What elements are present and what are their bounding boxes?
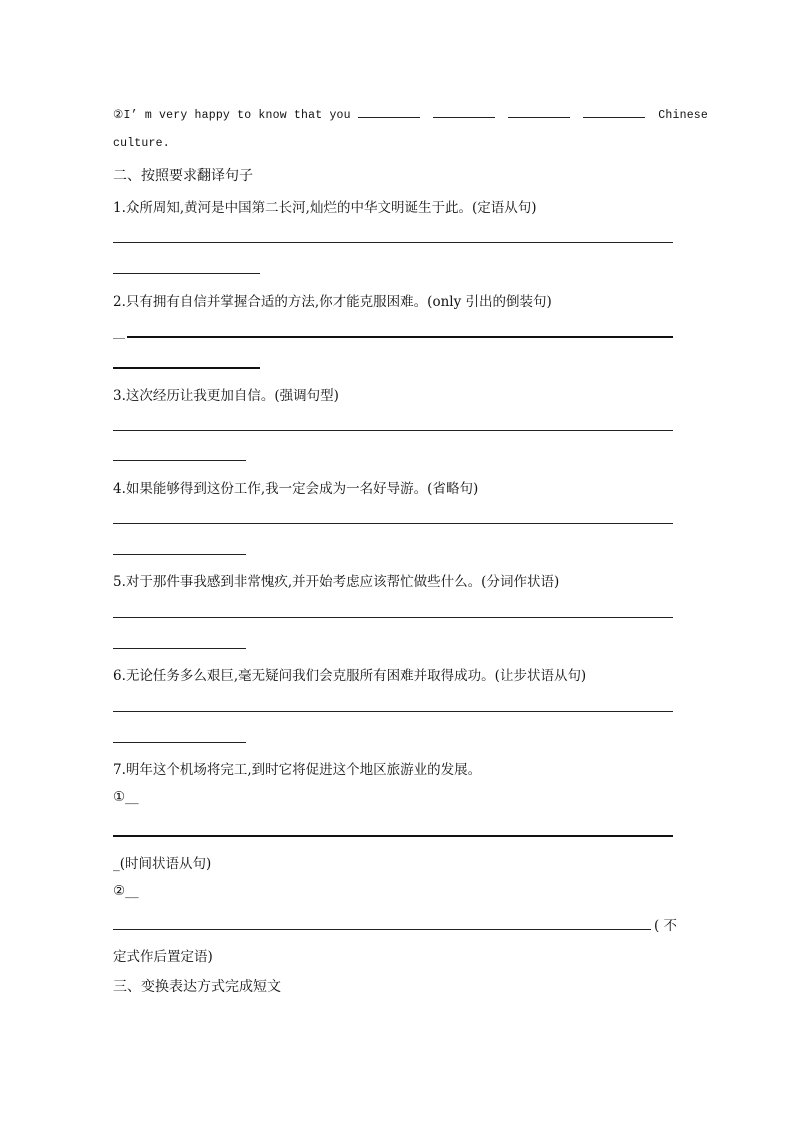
section-heading-3: 三、变换表达方式完成短文 [113, 979, 281, 995]
q7-sub2-note-a: ( 不 [654, 918, 678, 934]
fill-in-sentence [113, 105, 708, 122]
q7-sub1-note: _(时间状语从句) [113, 856, 212, 872]
question-1: 1.众所周知,黄河是中国第二长河,灿烂的中华文明诞生于此。(定语从句) [113, 200, 537, 216]
question-6: 6.无论任务多么艰巨,毫无疑问我们会克服所有困难并取得成功。(让步状语从句) [113, 668, 587, 684]
answer-blank-2[interactable] [433, 105, 495, 118]
q7-sub2-note-b: 定式作后置定语) [113, 949, 213, 965]
answer-line-q1-b[interactable] [113, 273, 260, 274]
answer-line-q6-a[interactable] [113, 711, 673, 712]
question-3: 3.这次经历让我更加自信。(强调句型) [113, 388, 339, 404]
answer-line-q5-b[interactable] [113, 648, 246, 649]
answer-line-q2-b[interactable] [113, 367, 260, 369]
answer-blank-1[interactable] [358, 105, 420, 118]
section-heading-2: 二、按照要求翻译句子 [113, 168, 253, 184]
answer-line-q7-sub1[interactable] [113, 835, 673, 837]
answer-line-q3-a[interactable] [113, 430, 673, 431]
question-5: 5.对于那件事我感到非常愧疚,并开始考虑应该帮忙做些什么。(分词作状语) [113, 574, 560, 590]
answer-blank-4[interactable] [583, 105, 645, 118]
question-7: 7.明年这个机场将完工,到时它将促进这个地区旅游业的发展。 [113, 762, 482, 778]
answer-line-q4-a[interactable] [113, 523, 673, 524]
answer-line-q3-b[interactable] [113, 460, 246, 461]
answer-line-q5-a[interactable] [113, 617, 673, 618]
q2-underscore: __ [113, 325, 125, 339]
sentence-suffix: Chinese [658, 109, 709, 122]
question-4: 4.如果能够得到这份工作,我一定会成为一名好导游。(省略句) [113, 481, 479, 497]
sentence-continuation: culture. [113, 137, 170, 150]
answer-blank-3[interactable] [508, 105, 570, 118]
question-2: 2.只有拥有自信并掌握合适的方法,你才能克服困难。(only 引出的倒装句) [113, 294, 552, 310]
answer-line-q1-a[interactable] [113, 242, 673, 243]
answer-line-q7-sub2[interactable] [113, 929, 651, 930]
q7-sub1-label: ①__ [113, 789, 139, 805]
answer-line-q6-b[interactable] [113, 742, 246, 743]
sentence-prefix: ②I’ m very happy to know that you [113, 109, 351, 122]
answer-line-q2-a[interactable] [127, 336, 673, 338]
answer-line-q4-b[interactable] [113, 554, 246, 555]
q7-sub2-label: ②__ [113, 883, 139, 899]
